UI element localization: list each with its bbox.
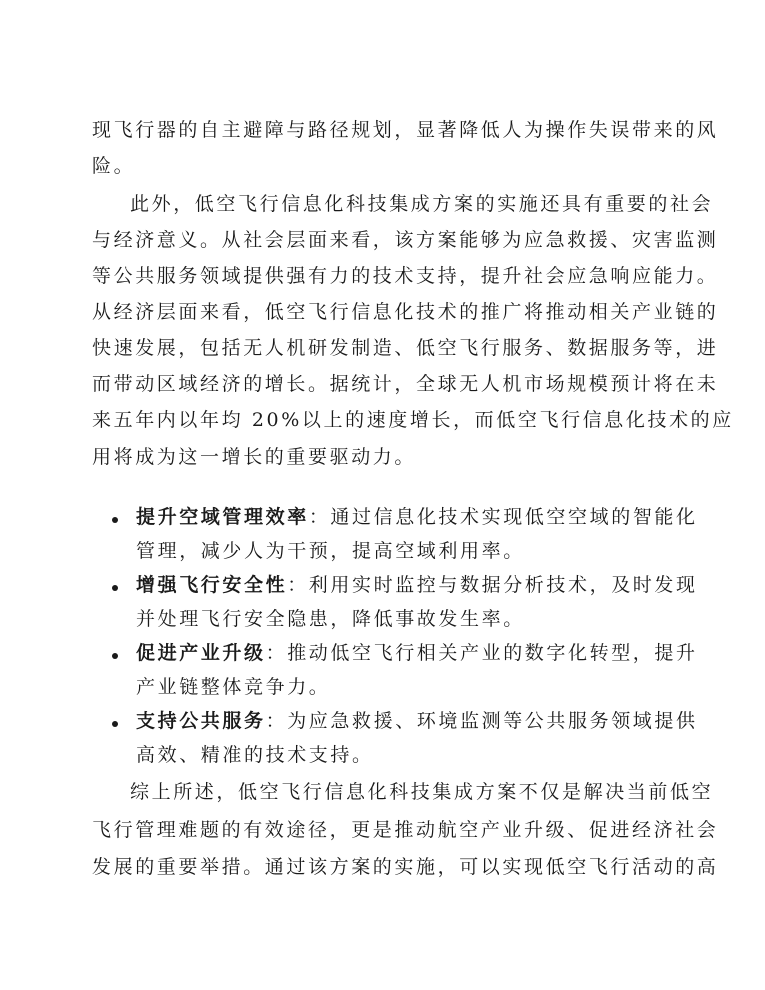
paragraph-social-line-1: 此外，低空飞行信息化科技集成方案的实施还具有重要的社会	[130, 193, 714, 215]
bullet-item-4-title: 支持公共服务	[136, 710, 266, 732]
bullet-item-4-line-2: 高效、精准的技术支持。	[136, 744, 374, 766]
paragraph-social-line-5: 快速发展，包括无人机研发制造、低空飞行服务、数据服务等，进	[92, 337, 719, 359]
bullet-item-1-line-1	[136, 505, 698, 529]
paragraph-social-line-3: 等公共服务领域提供强有力的技术支持，提升社会应急响应能力。	[92, 265, 719, 287]
paragraph-intro-line-2: 险。	[92, 155, 136, 177]
paragraph-social-line-2: 与经济意义。从社会层面来看，该方案能够为应急救援、灾害监测	[92, 229, 719, 251]
paragraph-conclusion-line-1: 综上所述，低空飞行信息化科技集成方案不仅是解决当前低空	[130, 781, 714, 803]
bullet-item-4-text: ：为应急救援、环境监测等公共服务领域提供	[265, 710, 698, 732]
bullet-item-1-text: ：通过信息化技术实现低空空域的智能化	[308, 506, 698, 528]
bullet-item-2-line-2: 并处理飞行安全隐患，降低事故发生率。	[136, 608, 525, 630]
paragraph-social-line-4: 从经济层面来看，低空飞行信息化技术的推广将推动相关产业链的	[92, 301, 719, 323]
bullet-item-4-line-1	[136, 709, 698, 733]
bullet-item-3-line-1	[136, 641, 698, 665]
bullet-item-2-title: 增强飞行安全性	[136, 574, 288, 596]
bullet-item-2-text: ：利用实时监控与数据分析技术，及时发现	[287, 574, 698, 596]
bullet-item-1-title: 提升空域管理效率	[136, 506, 309, 528]
bullet-dot	[112, 721, 118, 727]
paragraph-conclusion-line-2: 飞行管理难题的有效途径，更是推动航空产业升级、促进经济社会	[92, 819, 719, 841]
bullet-item-3-text: ：推动低空飞行相关产业的数字化转型，提升	[265, 642, 698, 664]
bullet-dot	[112, 585, 118, 591]
bullet-item-3-line-2: 产业链整体竞争力。	[136, 676, 331, 698]
bullet-item-2-line-1	[136, 573, 698, 597]
paragraph-conclusion-line-3: 发展的重要举措。通过该方案的实施，可以实现低空飞行活动的高	[92, 856, 719, 878]
bullet-item-3-title: 促进产业升级	[136, 642, 266, 664]
bullet-dot	[112, 517, 118, 523]
paragraph-social-line-7: 来五年内以年均 20%以上的速度增长，而低空飞行信息化技术的应	[92, 409, 734, 431]
bullet-item-1-line-2: 管理，减少人为干预，提高空域利用率。	[136, 540, 525, 562]
paragraph-social-line-8: 用将成为这一增长的重要驱动力。	[92, 446, 417, 468]
bullet-dot	[112, 653, 118, 659]
paragraph-intro-line-1: 现飞行器的自主避障与路径规划，显著降低人为操作失误带来的风	[92, 119, 719, 141]
paragraph-social-line-6: 而带动区域经济的增长。据统计，全球无人机市场规模预计将在未	[92, 373, 719, 395]
